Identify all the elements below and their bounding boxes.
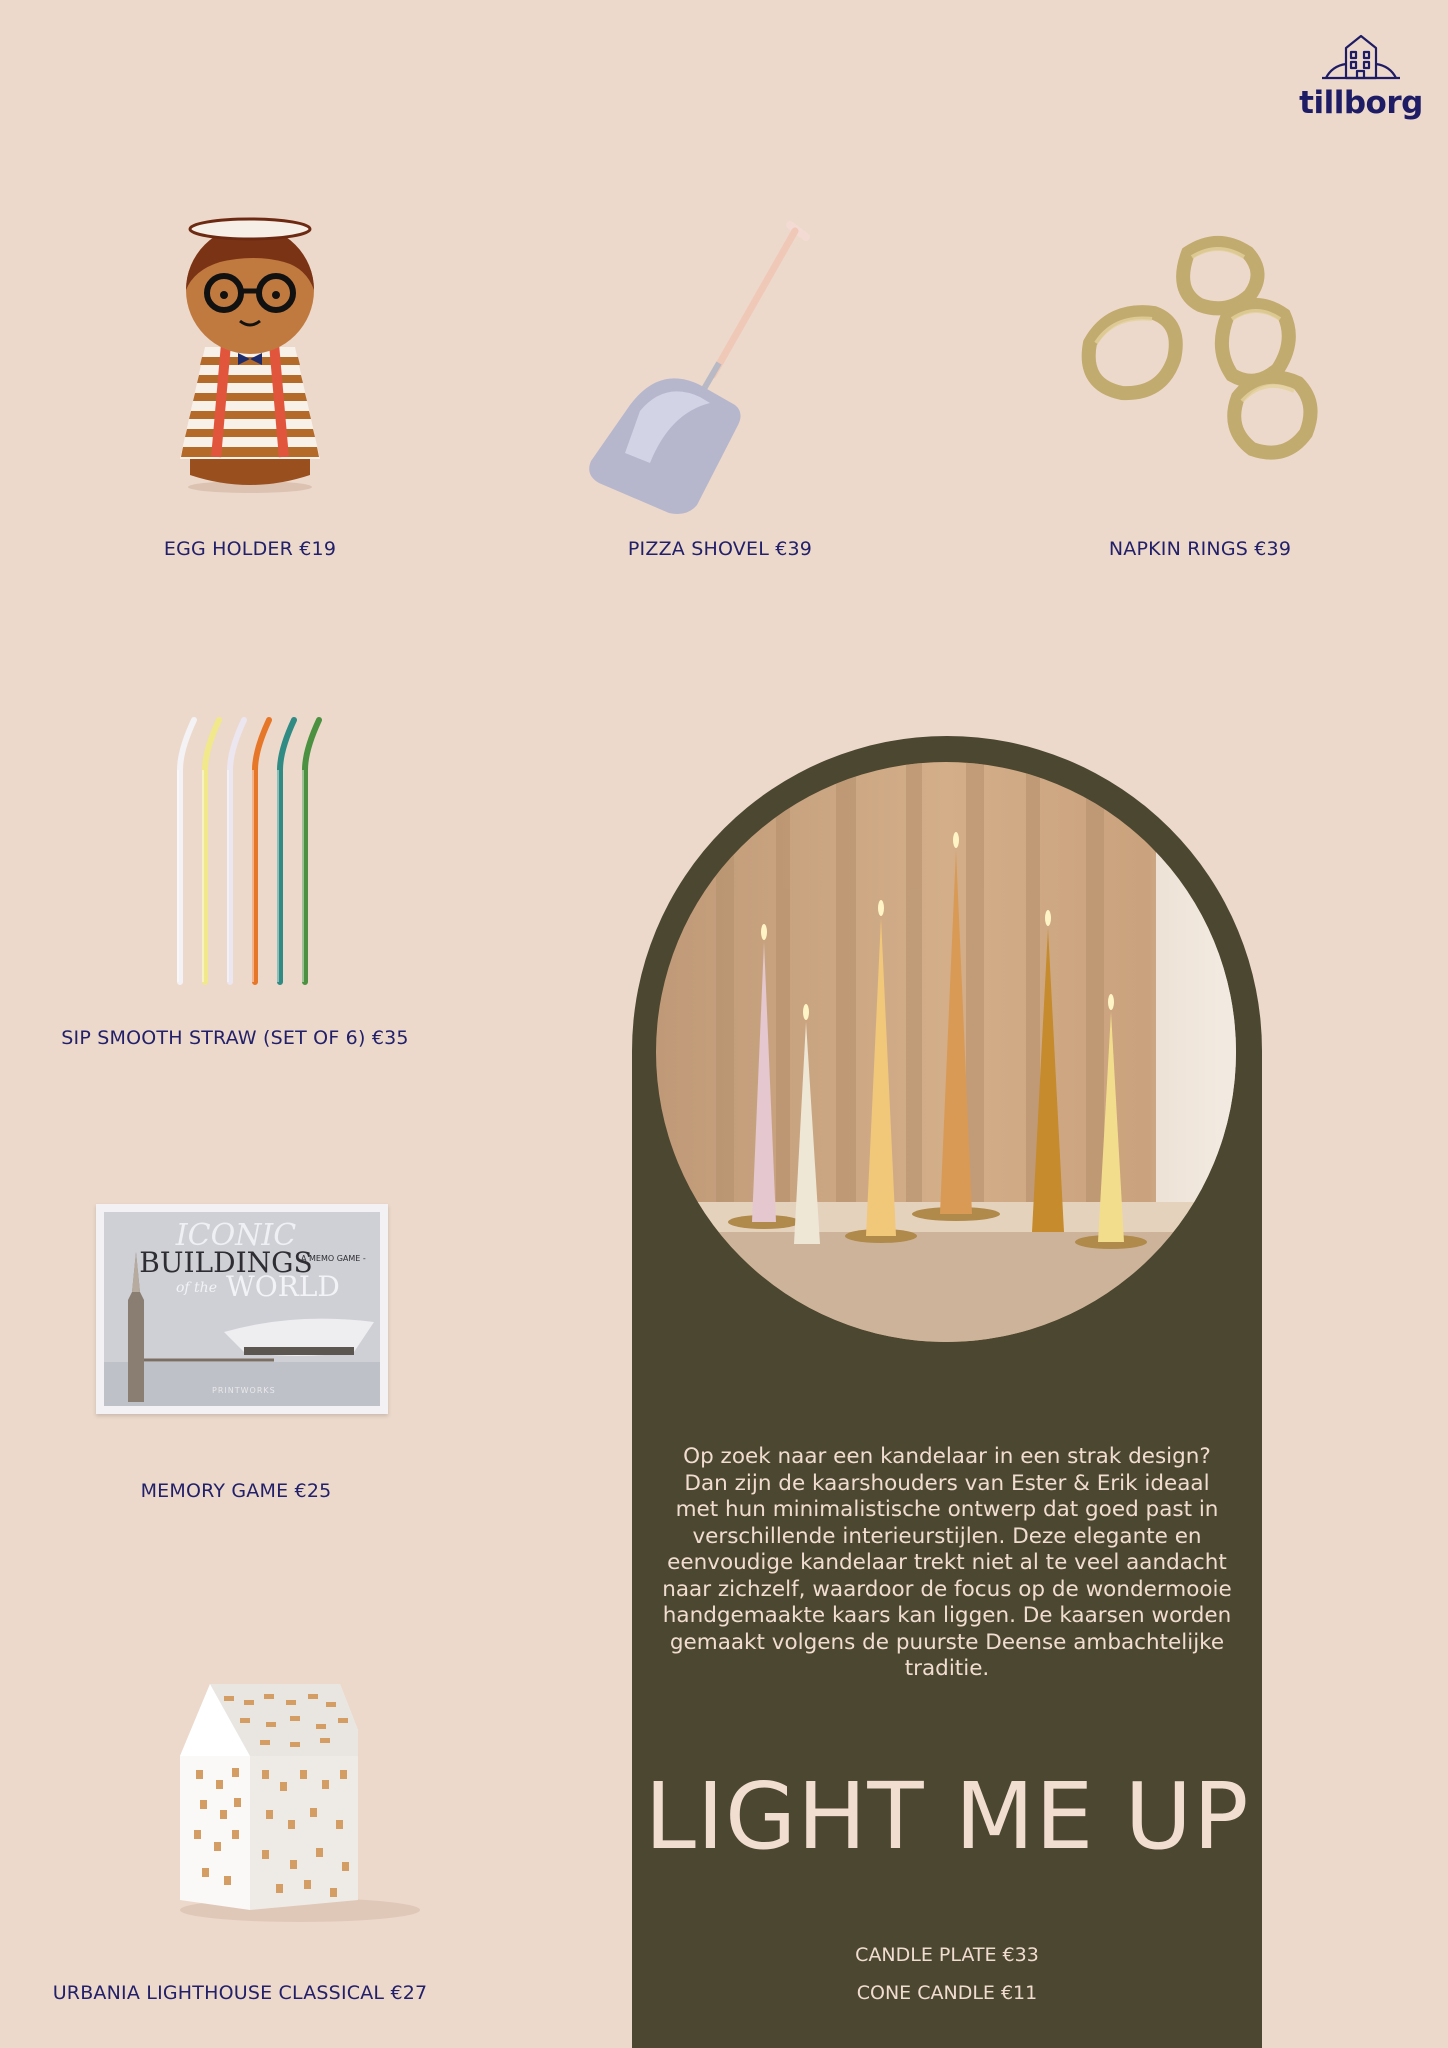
- candle-plate-caption: CANDLE PLATE €33: [855, 1944, 1039, 1966]
- candles-photo: [656, 762, 1236, 1342]
- cone-candle-caption: CONE CANDLE €11: [856, 1982, 1038, 2004]
- promo-description: Op zoek naar een kandelaar in een strak design? Dan zijn de kaarshouders van Ester & Erik ideaal met hun minimalistische ontwerp dat goed past in verschillende interieurstijlen. Deze elegante en eenvoudige kandelaar trekt niet al te veel aandacht naar zichzelf, waardoor de focus op de wondermooie handgemaakte kaars kan liggen. De kaarsen worden gemaakt volgens de puurste Deense ambachtelijke traditie.: [662, 1444, 1232, 1681]
- pizza-shovel-image[interactable]: [585, 205, 825, 515]
- candles-photo-art: [656, 762, 1236, 1342]
- straws-image[interactable]: [160, 700, 340, 990]
- memory-game-title-bottom: WORLD: [226, 1270, 340, 1303]
- memory-game-title-mid: BUILDINGS: [139, 1246, 313, 1279]
- brand-wordmark: tillborg: [1299, 85, 1423, 121]
- egg-holder-caption: EGG HOLDER €19: [163, 538, 337, 560]
- lighthouse-caption: URBANIA LIGHTHOUSE CLASSICAL €27: [52, 1982, 428, 2004]
- egg-holder-image[interactable]: [150, 215, 350, 495]
- napkin-rings-caption: NAPKIN RINGS €39: [1108, 538, 1292, 560]
- memory-game-publisher: PRINTWORKS: [212, 1386, 276, 1395]
- lighthouse-image[interactable]: [140, 1670, 420, 1930]
- memory-game-image[interactable]: [96, 1204, 388, 1414]
- memory-game-subtitle: A MEMO GAME -: [301, 1254, 366, 1263]
- memory-game-title-of: of the: [176, 1280, 217, 1296]
- napkin-rings-image[interactable]: [1070, 225, 1340, 485]
- pizza-shovel-caption: PIZZA SHOVEL €39: [627, 538, 813, 560]
- memory-game-title-top: ICONIC: [175, 1218, 297, 1253]
- promo-headline: LIGHT ME UP: [644, 1763, 1250, 1870]
- memory-game-caption: MEMORY GAME €25: [140, 1480, 332, 1502]
- house-icon: [1296, 30, 1426, 90]
- brand-logo[interactable]: [1296, 30, 1426, 125]
- straws-caption: SIP SMOOTH STRAW (SET OF 6) €35: [61, 1027, 409, 1049]
